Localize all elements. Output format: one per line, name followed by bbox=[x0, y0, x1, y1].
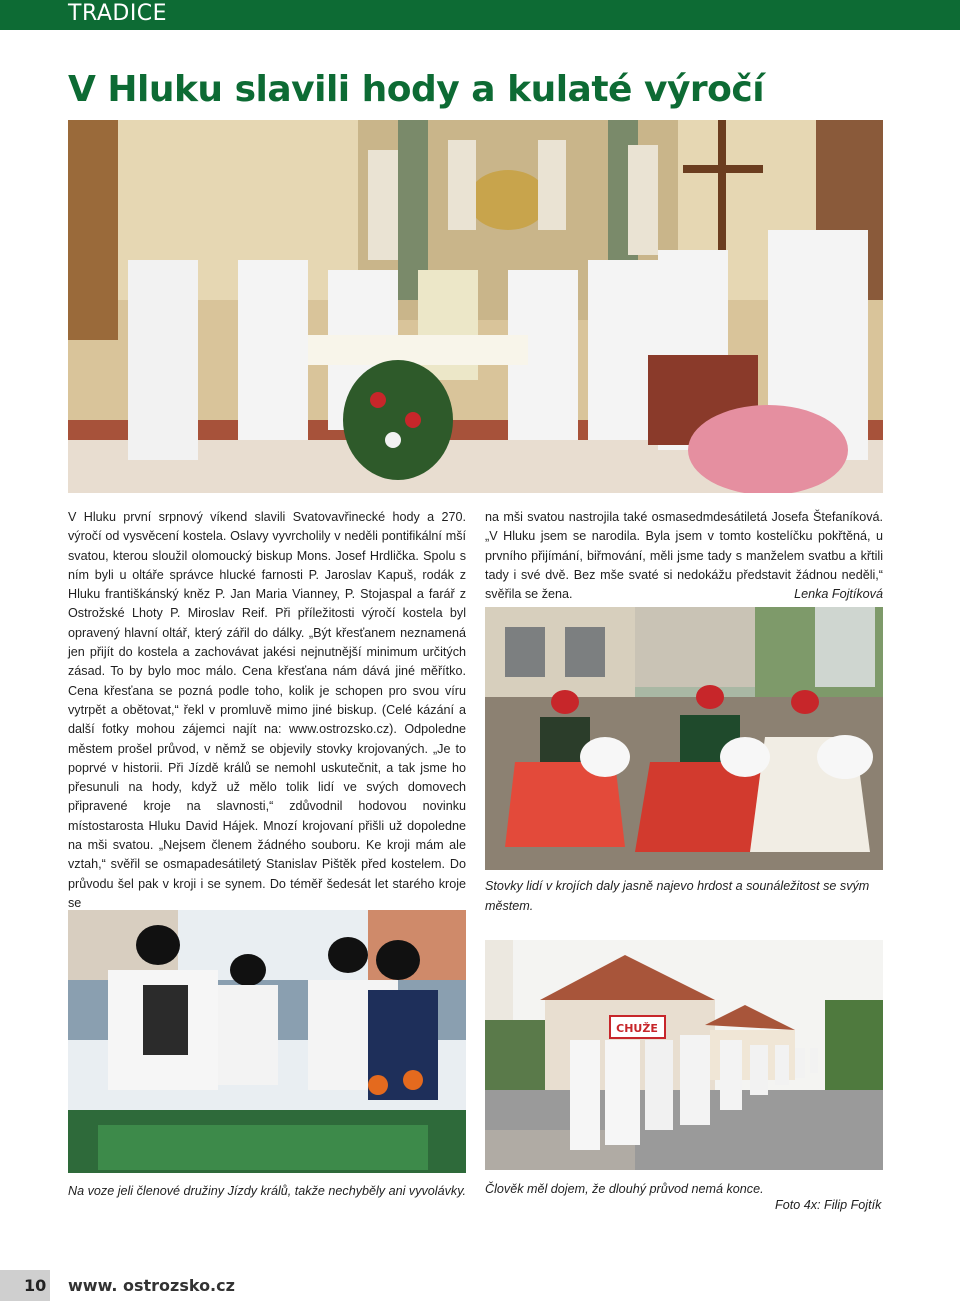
photo-mass-altar bbox=[68, 120, 883, 493]
caption-women: Stovky lidí v krojích daly jasně najevo hrdost a sounáležitost se svým městem. bbox=[485, 879, 870, 913]
page-number: 10 bbox=[24, 1276, 47, 1295]
article-text-right bbox=[485, 508, 883, 604]
article-text-right-body: na mši svatou nastrojila také osmasedmdesátiletá Josefa Štefaníková. „V Hluku jsem se narodila. Byla jsem v tomto kostelíčku pokřtěná, u prvního přijímání, biřmování, měli jsme tady s manželem svatbu a křtili tady i své dvě. Bez mše svaté si nedokážu představit žádnou neděli,“ svěřila se žena. bbox=[485, 510, 883, 602]
photo-women-costumes bbox=[485, 607, 883, 870]
photo-wagon-men bbox=[68, 910, 466, 1173]
procession-sign-text: CHUŽE bbox=[616, 1022, 658, 1035]
photo-credit: Foto 4x: Filip Fojtík bbox=[775, 1198, 882, 1212]
article-headline: V Hluku slavili hody a kulaté výročí bbox=[68, 69, 765, 110]
article-text-left: V Hluku první srpnový víkend slavili Svatovavřinecké hody a 270. výročí od vysvěcení kostela. Oslavy vyvrcholily v neděli pontifikální mší svatou, kterou sloužil olomoucký biskup Mons. Josef Hrdlička. Spolu s ním byli u oltáře správce hlucké farnosti P. Jaroslav Kapuš, rodák z Hluku františkánský kněz P. Jan Maria Vianney, P. Stojaspal a farář z Ostrožské Lhoty P. Miroslav Reif. Při příležitosti výročí kostela byl opravený hlavní oltář, který zářil do dálky. „Být křesťanem neznamená jen přijít do kostela a zachovávat jakési nejnutnější minimum určitých zásad. To by bylo moc málo. Cena křesťana nám dává jiné měřítko. Cena křesťana se pozná podle toho, kolik je schopen pro svou víru vytrpět a obětovat,“ řekl v promluvě mimo jiné biskup. (Celé kázání a další fotky mohou zájemci najít na: www.ostrozsko.cz). Odpoledne městem prošel průvod, v němž se objevily stovky krojovaných. „Je to poprvé v historii. Při Jízdě králů se nemohl uskutečnit, a tak jsme ho přesunuli na hody, když už mělo tolik lidí ve svých domovech připravené kroje na slavnosti,“ zdůvodnil hodovou novinku místostarosta Hluku David Hájek. Mnozí krojovaní přišli už dopoledne na mši svatou. „Nejsem členem žádného souboru. Ke kroji mám ale vztah,“ svěřil se osmapadesátiletý Stanislav Pištěk před kostelem. Do průvodu šel pak v kroji i se synem. Do téměř šedesát let starého kroje se bbox=[68, 510, 466, 910]
article-author: Lenka Fojtíková bbox=[794, 587, 883, 602]
footer-website[interactable]: www. ostrozsko.cz bbox=[68, 1276, 235, 1295]
caption-procession: Člověk měl dojem, že dlouhý průvod nemá konce. bbox=[485, 1182, 764, 1196]
section-label: TRADICE bbox=[68, 1, 168, 26]
photo-procession bbox=[485, 940, 883, 1170]
caption-wagon: Na voze jeli členové družiny Jízdy králů, takže nechyběly ani vyvolávky. bbox=[68, 1184, 467, 1198]
